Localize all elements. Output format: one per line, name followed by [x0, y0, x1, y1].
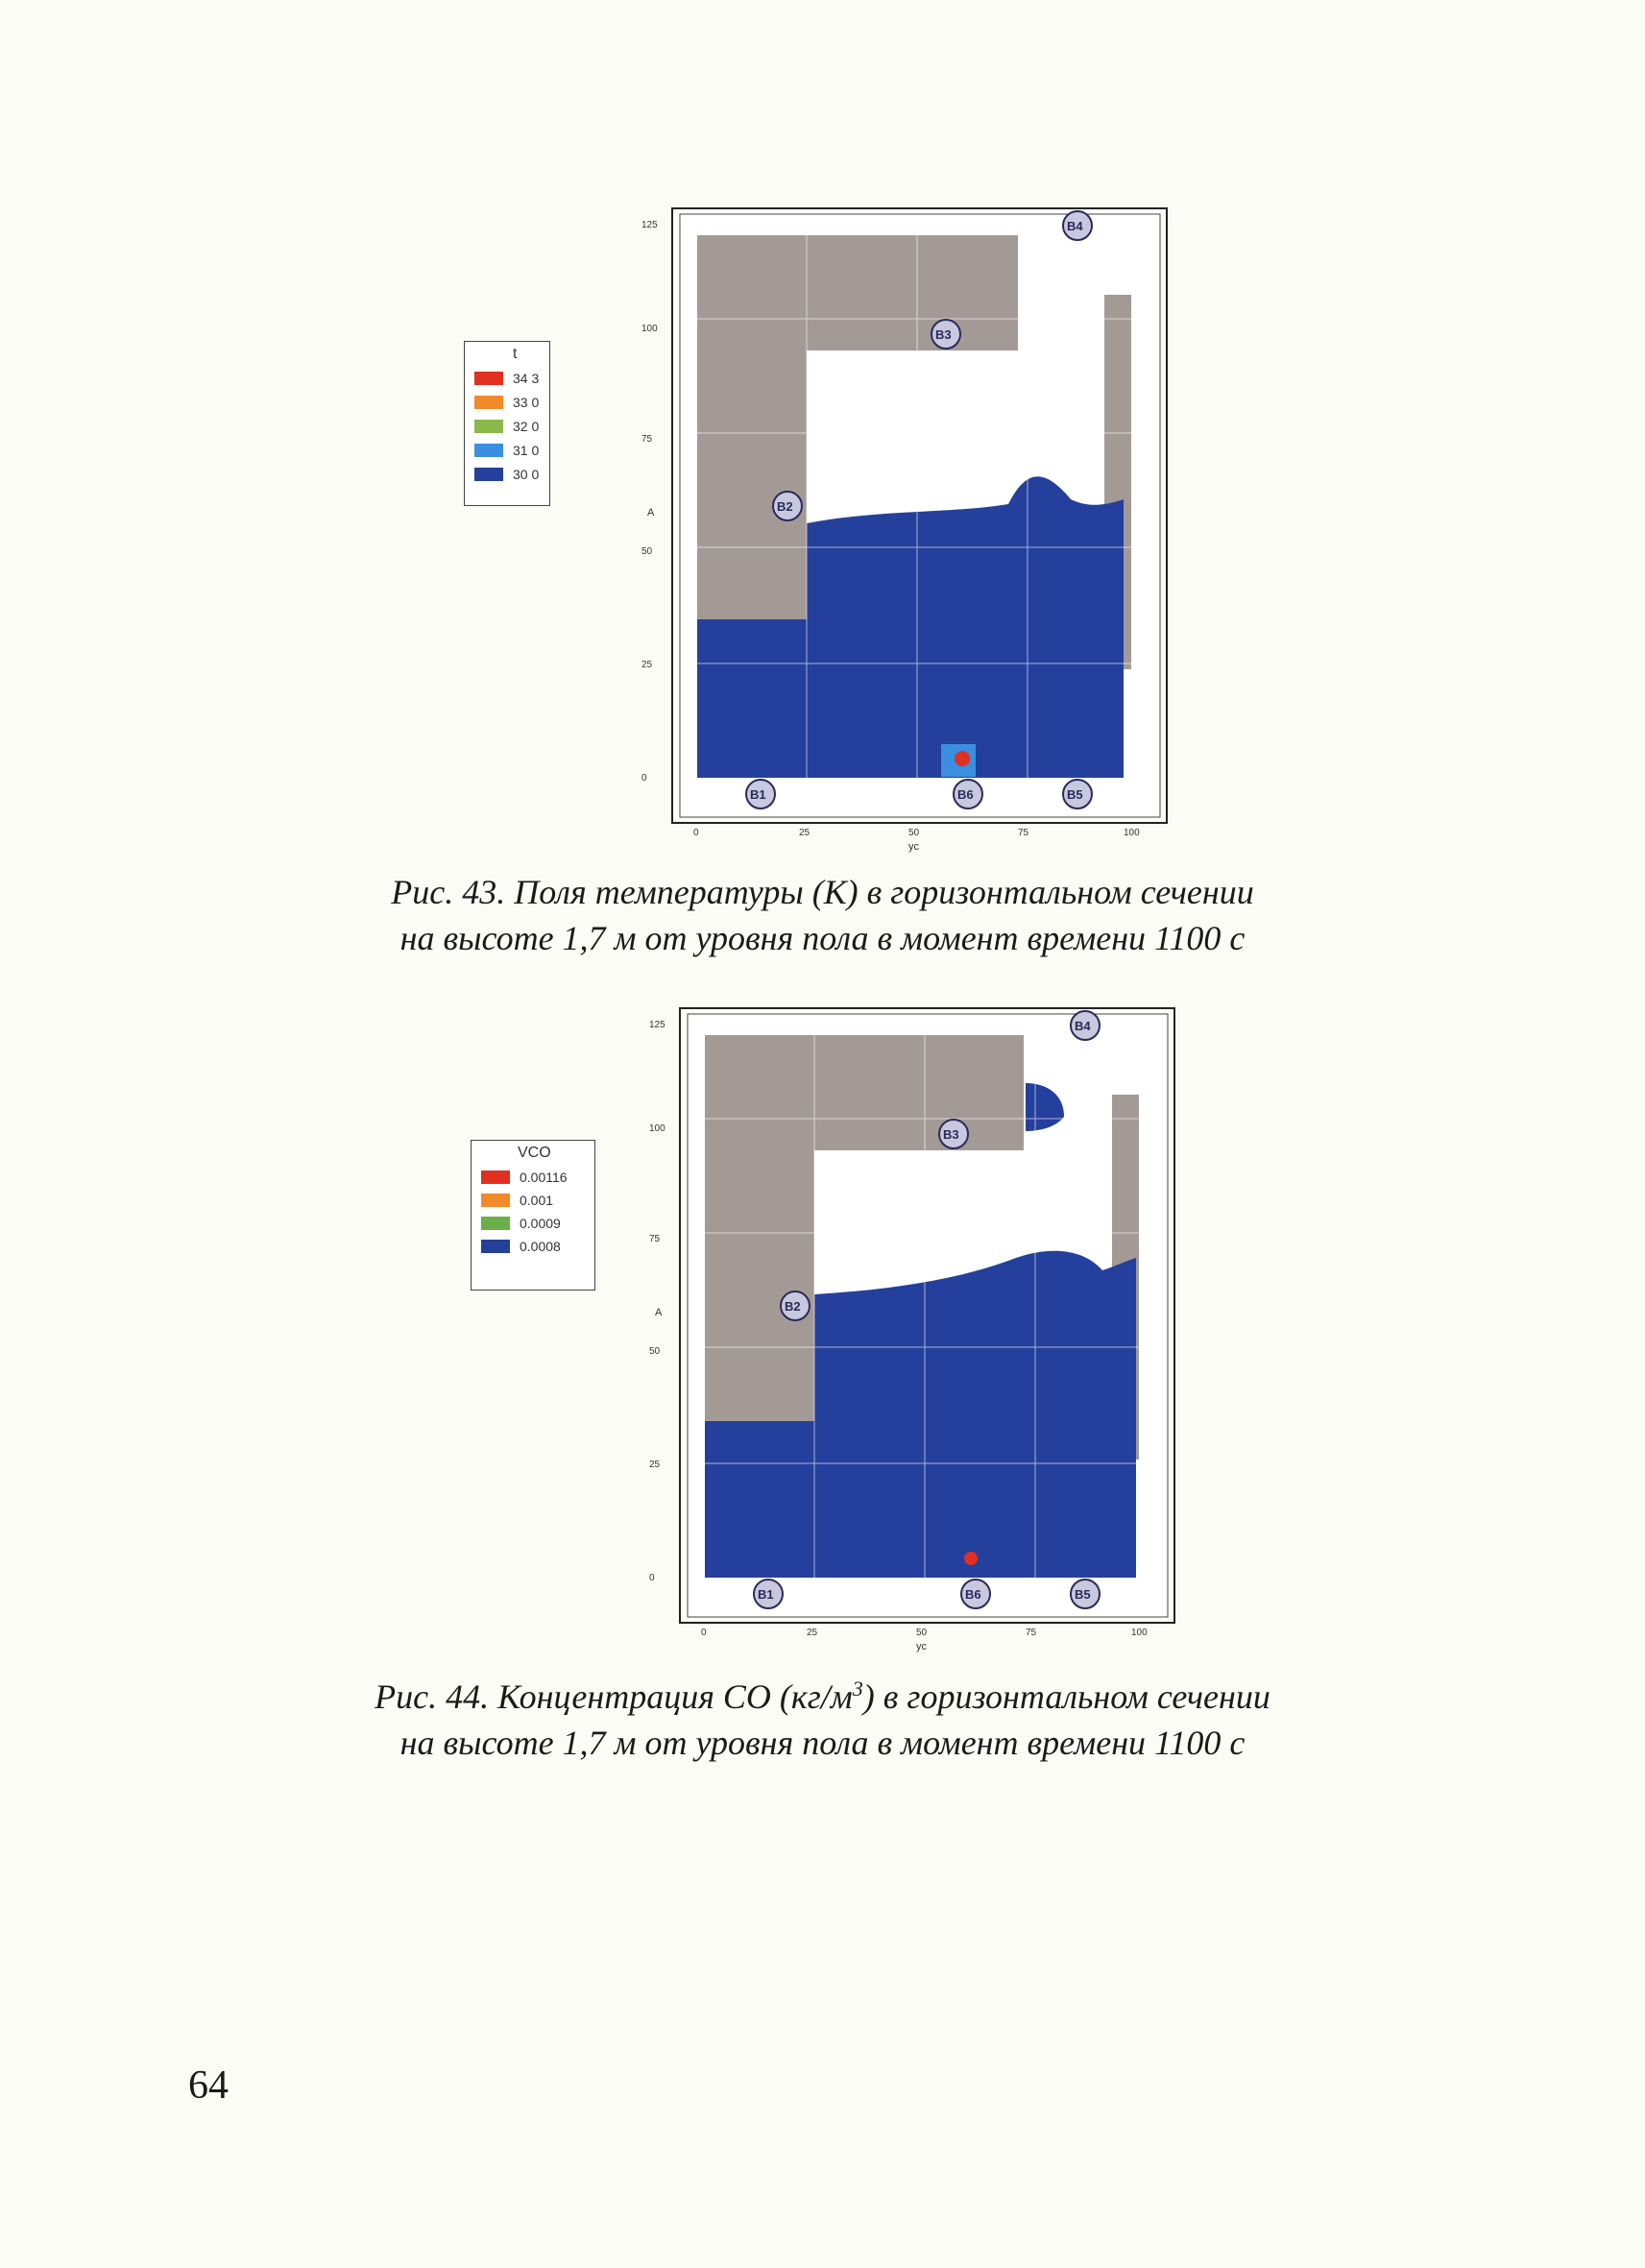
x-tick: 75 [1018, 828, 1029, 838]
x-tick: 50 [908, 828, 920, 838]
legend-label: 0.0009 [520, 1216, 561, 1231]
y-tick: 25 [649, 1460, 661, 1470]
legend-label: 0.0008 [520, 1239, 561, 1254]
marker-b5 [1071, 1580, 1100, 1608]
y-tick: 0 [649, 1573, 655, 1583]
y-tick: 100 [649, 1123, 665, 1134]
marker-b2 [781, 1291, 810, 1320]
x-tick: 0 [701, 1628, 707, 1638]
legend-swatch [474, 372, 503, 385]
legend-label: 30 0 [513, 467, 540, 482]
page-number: 64 [188, 2063, 229, 2108]
x-tick: 100 [1131, 1628, 1148, 1638]
y-axis-label: A [655, 1307, 663, 1318]
figure-44-caption [0, 1666, 1645, 1766]
marker-b4 [1063, 211, 1092, 240]
svg-text:B1: B1 [750, 787, 766, 802]
svg-text:B6: B6 [965, 1587, 981, 1602]
legend-item [474, 417, 539, 436]
caption-line: на высоте 1,7 м от уровня пола в момент времени 1100 с [399, 919, 1246, 957]
legend-item [481, 1191, 553, 1210]
legend-fig43 [464, 341, 550, 506]
svg-text:B4: B4 [1067, 219, 1083, 233]
marker-b3 [939, 1120, 968, 1148]
legend-label: 0.00116 [520, 1170, 568, 1185]
svg-text:B4: B4 [1075, 1019, 1091, 1033]
legend-swatch [481, 1194, 510, 1207]
co-source [964, 1552, 978, 1565]
svg-text:B2: B2 [785, 1299, 801, 1314]
legend-swatch [481, 1170, 510, 1184]
legend-fig44 [471, 1140, 595, 1291]
legend-swatch [474, 444, 503, 457]
svg-text:B5: B5 [1067, 787, 1083, 802]
y-tick: 125 [641, 220, 658, 230]
marker-b3 [931, 320, 960, 349]
legend-swatch [474, 396, 503, 409]
y-tick: 75 [649, 1234, 661, 1244]
legend-swatch [481, 1240, 510, 1253]
caption-line: Рис. 44. Концентрация СО $(кг/м^3)$ в горизонтальном сечении [375, 1677, 1270, 1716]
marker-b1 [746, 780, 775, 808]
marker-b6 [954, 780, 982, 808]
legend-swatch [474, 420, 503, 433]
legend-item [481, 1214, 561, 1233]
y-tick: 125 [649, 1020, 665, 1030]
marker-b1 [754, 1580, 783, 1608]
legend-label: 0.001 [520, 1193, 554, 1208]
y-tick: 75 [641, 434, 653, 445]
x-tick: 50 [916, 1628, 928, 1638]
x-axis-label: yc [916, 1641, 927, 1653]
svg-text:B3: B3 [935, 327, 952, 342]
svg-text:B5: B5 [1075, 1587, 1091, 1602]
legend-swatch [474, 468, 503, 481]
legend-title: VCO [518, 1145, 551, 1161]
marker-b5 [1063, 780, 1092, 808]
legend-item [481, 1168, 568, 1187]
x-tick: 75 [1026, 1628, 1037, 1638]
legend-title: t [513, 346, 518, 362]
marker-b4 [1071, 1011, 1100, 1040]
x-tick: 0 [693, 828, 699, 838]
co-concentration-plot [641, 1006, 1198, 1659]
svg-text:B1: B1 [758, 1587, 774, 1602]
y-tick: 0 [641, 773, 647, 784]
marker-b6 [961, 1580, 990, 1608]
svg-text:B2: B2 [777, 499, 793, 514]
legend-label: 34 3 [513, 371, 540, 386]
y-tick: 100 [641, 324, 658, 334]
figure-43-caption [0, 869, 1645, 961]
y-axis-label: A [647, 507, 655, 519]
x-tick: 25 [807, 1628, 818, 1638]
x-axis-label: yc [908, 841, 919, 853]
y-tick: 50 [649, 1346, 661, 1357]
legend-item [474, 369, 539, 388]
svg-text:B6: B6 [957, 787, 974, 802]
legend-item [474, 393, 539, 412]
legend-item [474, 441, 539, 460]
legend-label: 33 0 [513, 395, 540, 410]
x-tick: 100 [1124, 828, 1140, 838]
legend-item [474, 465, 539, 484]
y-tick: 25 [641, 660, 653, 670]
legend-label: 31 0 [513, 443, 540, 458]
fire-source [955, 751, 970, 766]
legend-item [481, 1237, 561, 1256]
caption-line: на высоте 1,7 м от уровня пола в момент времени 1100 с [399, 1724, 1246, 1762]
legend-swatch [481, 1217, 510, 1230]
marker-b2 [773, 492, 802, 520]
temperature-field-plot [634, 206, 1191, 859]
caption-line: Рис. 43. Поля температуры (К) в горизонтальном сечении [391, 873, 1254, 911]
y-tick: 50 [641, 546, 653, 557]
legend-label: 32 0 [513, 419, 540, 434]
x-tick: 25 [799, 828, 810, 838]
svg-text:B3: B3 [943, 1127, 959, 1142]
